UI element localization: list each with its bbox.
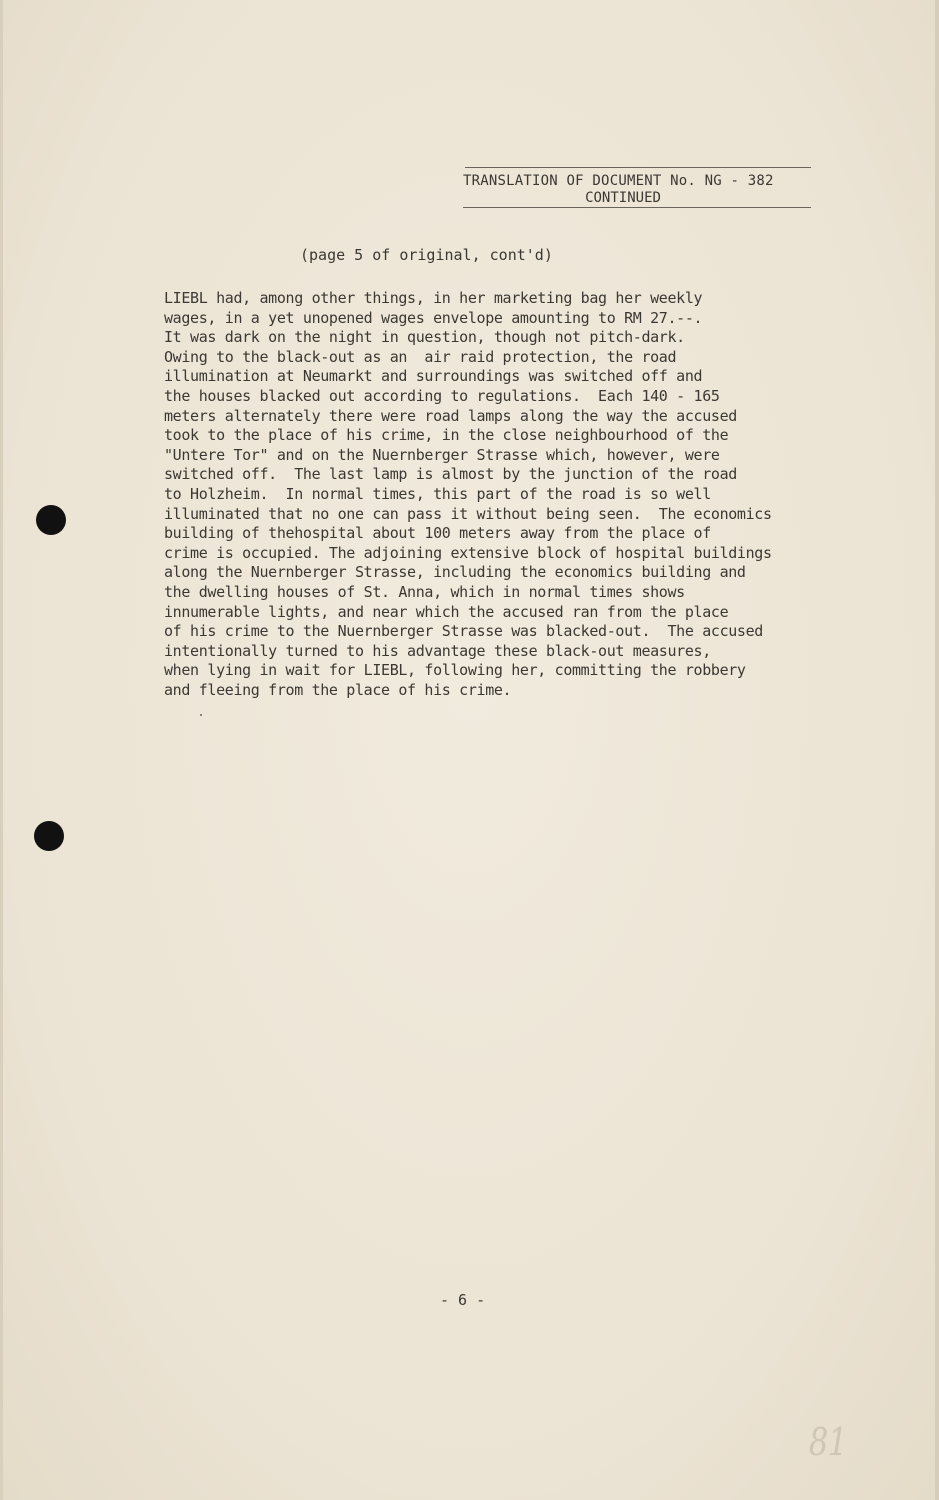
body-line: "Untere Tor" and on the Nuernberger Strasse which, however, were: [164, 445, 720, 464]
body-line: meters alternately there were road lamps along the way the accused: [164, 406, 737, 425]
body-line: intentionally turned to his advantage these black-out measures,: [164, 641, 711, 660]
header-title: TRANSLATION OF DOCUMENT No. NG - 382: [463, 173, 774, 189]
header-rule-top: [465, 167, 811, 168]
header-rule-bottom: [463, 207, 811, 208]
body-line: crime is occupied. The adjoining extensive block of hospital buildings: [164, 543, 772, 562]
body-line: It was dark on the night in question, though not pitch-dark.: [164, 328, 685, 347]
page-edge-left: [0, 0, 3, 1500]
punch-hole-top: [36, 505, 66, 535]
body-line: illuminated that no one can pass it without being seen. The economics: [164, 504, 772, 523]
document-header: [463, 167, 811, 208]
handwritten-folio-number: 81: [808, 1420, 848, 1464]
body-line: wages, in a yet unopened wages envelope amounting to RM 27.--.: [164, 308, 703, 327]
page-edge-right: [935, 0, 939, 1500]
body-line: building of thehospital about 100 meters away from the place of: [164, 524, 711, 543]
body-paragraph: [164, 289, 854, 700]
body-line: the houses blacked out according to regulations. Each 140 - 165: [164, 386, 720, 405]
body-line: LIEBL had, among other things, in her marketing bag her weekly: [164, 289, 703, 307]
header-subtitle: CONTINUED: [585, 190, 661, 206]
punch-hole-bottom: [34, 821, 64, 851]
ink-speck: [200, 714, 202, 716]
body-line: switched off. The last lamp is almost by the junction of the road: [164, 465, 737, 484]
body-line: to Holzheim. In normal times, this part of the road is so well: [164, 484, 711, 503]
body-line: innumerable lights, and near which the accused ran from the place: [164, 602, 729, 621]
body-line: the dwelling houses of St. Anna, which in normal times shows: [164, 582, 685, 601]
body-line: took to the place of his crime, in the close neighbourhood of the: [164, 426, 729, 445]
page-reference: (page 5 of original, cont'd): [300, 246, 553, 264]
page-number: - 6 -: [440, 1291, 486, 1309]
body-line: Owing to the black-out as an air raid protection, the road: [164, 347, 677, 366]
body-line: of his crime to the Nuernberger Strasse was blacked-out. The accused: [164, 622, 763, 641]
body-line: illumination at Neumarkt and surroundings was switched off and: [164, 367, 703, 386]
body-line: and fleeing from the place of his crime.: [164, 680, 512, 699]
body-line: when lying in wait for LIEBL, following her, committing the robbery: [164, 661, 746, 680]
body-line: along the Nuernberger Strasse, including the economics building and: [164, 563, 746, 582]
